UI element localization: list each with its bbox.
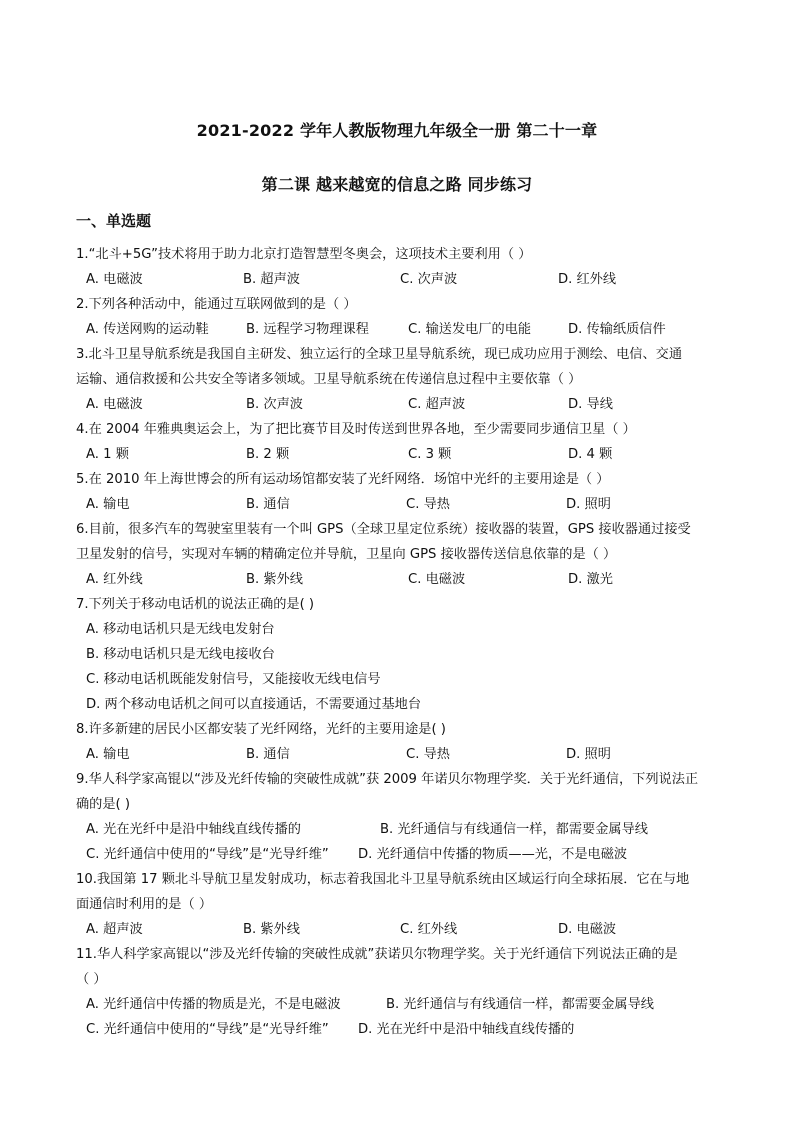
stem-line: 卫星发射的信号，实现对车辆的精确定位并导航，卫星向 GPS 接收器传送信息依靠的是（ ） <box>76 547 617 562</box>
question-3-options <box>86 392 726 417</box>
option-a[interactable]: A. 输电 <box>86 497 130 512</box>
option-c[interactable]: C. 光纤通信中使用的“导线”是“光导纤维” <box>86 847 329 862</box>
question-11-stem <box>76 942 726 992</box>
question-9-options-row2 <box>86 842 726 867</box>
option-c[interactable]: C. 导热 <box>406 497 450 512</box>
option-a[interactable]: A. 移动电话机只是无线电发射台 <box>86 622 275 637</box>
question-2-options <box>86 317 726 342</box>
option-b[interactable]: B. 次声波 <box>246 397 303 412</box>
stem-line: 2.下列各种活动中，能通过互联网做到的是（ ） <box>76 297 357 312</box>
question-6-stem <box>76 517 726 567</box>
stem-line: 3.北斗卫星导航系统是我国自主研发、独立运行的全球卫星导航系统，现已成功应用于测绘、电信、交通 <box>76 347 683 362</box>
question-9-stem <box>76 767 726 817</box>
stem-line: 6.目前，很多汽车的驾驶室里装有一个叫 GPS（全球卫星定位系统）接收器的装置，GPS 接收器通过接受 <box>76 522 691 537</box>
option-b[interactable]: B. 2 颗 <box>246 447 290 462</box>
question-5-options <box>86 492 726 517</box>
option-d[interactable]: D. 传输纸质信件 <box>568 322 666 337</box>
option-b[interactable]: B. 紫外线 <box>246 572 303 587</box>
option-b[interactable]: B. 通信 <box>246 747 290 762</box>
option-b[interactable]: B. 光纤通信与有线通信一样，都需要金属导线 <box>386 997 654 1012</box>
question-1-options <box>86 267 726 292</box>
option-b[interactable]: B. 紫外线 <box>243 922 300 937</box>
option-d[interactable]: D. 4 颗 <box>568 447 613 462</box>
option-a[interactable]: A. 光在光纤中是沿中轴线直线传播的 <box>86 822 301 837</box>
option-d[interactable]: D. 光在光纤中是沿中轴线直线传播的 <box>358 1022 575 1037</box>
question-8-options <box>86 742 726 767</box>
stem-line: 4.在 2004 年雅典奥运会上，为了把比赛节目及时传送到世界各地，至少需要同步通信卫星（ ） <box>76 422 636 437</box>
question-7-stem <box>76 592 726 617</box>
question-4-stem <box>76 417 726 442</box>
option-b[interactable]: B. 远程学习物理课程 <box>246 322 369 337</box>
option-b[interactable]: B. 移动电话机只是无线电接收台 <box>86 647 275 662</box>
question-11-options-row2 <box>86 1017 726 1042</box>
question-10-options <box>86 917 726 942</box>
question-1-stem <box>76 242 726 267</box>
option-d[interactable]: D. 照明 <box>566 497 611 512</box>
option-b[interactable]: B. 通信 <box>246 497 290 512</box>
stem-line: 8.许多新建的居民小区都安装了光纤网络，光纤的主要用途是( ) <box>76 722 446 737</box>
question-9-options-row1 <box>86 817 726 842</box>
option-a[interactable]: A. 电磁波 <box>86 272 143 287</box>
question-3-stem <box>76 342 726 392</box>
question-10-stem <box>76 867 726 917</box>
option-c[interactable]: C. 导热 <box>406 747 450 762</box>
question-2-stem <box>76 292 726 317</box>
option-a[interactable]: A. 光纤通信中传播的物质是光，不是电磁波 <box>86 997 341 1012</box>
option-a[interactable]: A. 电磁波 <box>86 397 143 412</box>
option-b[interactable]: B. 超声波 <box>243 272 300 287</box>
option-a[interactable]: A. 1 颗 <box>86 447 129 462</box>
stem-line: 10.我国第 17 颗北斗导航卫星发射成功，标志着我国北斗卫星导航系统由区域运行向全球拓展．它在与地 <box>76 872 690 887</box>
option-a[interactable]: A. 传送网购的运动鞋 <box>86 322 209 337</box>
option-a[interactable]: A. 超声波 <box>86 922 143 937</box>
stem-line: （ ） <box>76 972 107 987</box>
stem-line: 面通信时利用的是（ ） <box>76 897 213 912</box>
question-11-options-row1 <box>86 992 726 1017</box>
document-title-line2: 第二课 越来越宽的信息之路 同步练习 <box>261 175 533 194</box>
option-b[interactable]: B. 光纤通信与有线通信一样，都需要金属导线 <box>380 822 648 837</box>
stem-line: 5.在 2010 年上海世博会的所有运动场馆都安装了光纤网络．场馆中光纤的主要用途是（ ） <box>76 472 610 487</box>
option-c[interactable]: C. 红外线 <box>400 922 458 937</box>
option-c[interactable]: C. 输送发电厂的电能 <box>408 322 532 337</box>
option-a[interactable]: A. 红外线 <box>86 572 143 587</box>
question-8-stem <box>76 717 726 742</box>
option-d[interactable]: D. 照明 <box>566 747 611 762</box>
stem-line: 1.“北斗+5G”技术将用于助力北京打造智慧型冬奥会，这项技术主要利用（ ） <box>76 247 532 262</box>
option-c[interactable]: C. 次声波 <box>400 272 458 287</box>
question-5-stem <box>76 467 726 492</box>
option-c[interactable]: C. 光纤通信中使用的“导线”是“光导纤维” <box>86 1022 329 1037</box>
stem-line: 7.下列关于移动电话机的说法正确的是( ) <box>76 597 315 612</box>
option-c[interactable]: C. 3 颗 <box>408 447 452 462</box>
stem-line: 9.华人科学家高锟以“涉及光纤传输的突破性成就”获 2009 年诺贝尔物理学奖．关于光纤通信，下列说法正 <box>76 772 699 787</box>
option-d[interactable]: D. 电磁波 <box>558 922 617 937</box>
stem-line: 运输、通信救援和公共安全等诸多领域。卫星导航系统在传递信息过程中主要依靠（ ） <box>76 372 582 387</box>
stem-line: 确的是( ) <box>76 797 131 812</box>
option-a[interactable]: A. 输电 <box>86 747 130 762</box>
option-d[interactable]: D. 激光 <box>568 572 613 587</box>
section-heading: 一、单选题 <box>76 212 152 230</box>
stem-line: 11.华人科学家高锟以“涉及光纤传输的突破性成就”获诺贝尔物理学奖。关于光纤通信下列说法正确的是 <box>76 947 678 962</box>
option-d[interactable]: D. 光纤通信中传播的物质——光，不是电磁波 <box>358 847 628 862</box>
option-c[interactable]: C. 超声波 <box>408 397 466 412</box>
question-4-options <box>86 442 726 467</box>
option-d[interactable]: D. 红外线 <box>558 272 617 287</box>
option-d[interactable]: D. 导线 <box>568 397 613 412</box>
document-title-line1: 2021-2022 学年人教版物理九年级全一册 第二十一章 <box>196 121 598 140</box>
question-6-options <box>86 567 726 592</box>
option-c[interactable]: C. 移动电话机既能发射信号，又能接收无线电信号 <box>86 672 381 687</box>
option-c[interactable]: C. 电磁波 <box>408 572 466 587</box>
option-d[interactable]: D. 两个移动电话机之间可以直接通话，不需要通过基地台 <box>86 697 422 712</box>
